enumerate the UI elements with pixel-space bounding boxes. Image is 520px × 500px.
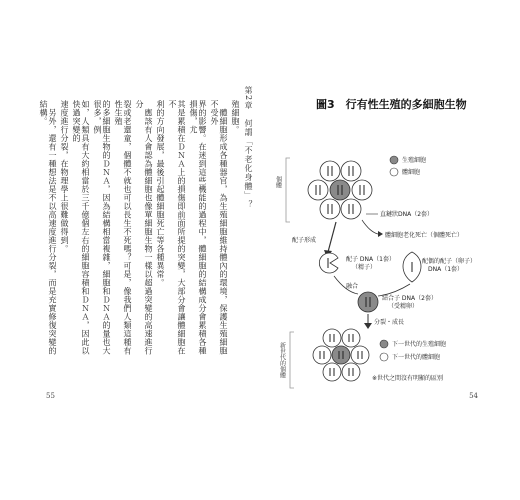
soma-cell xyxy=(323,363,341,381)
legend-next-soma-label: 下一世代的體細胞 xyxy=(392,354,441,361)
text-column: 體細胞形成各種器官，為生殖細胞維持體內的環境，保護生殖細胞不受外 xyxy=(210,100,228,355)
soma-cell xyxy=(323,329,341,347)
text-column: 其是累積在ＤＮＡ上的損傷即前面所提的突變，大部分會讓體細胞在不 xyxy=(168,100,186,355)
zygote-label-line2: （受精卵） xyxy=(388,303,419,310)
zygote-label-line1: 結合子 DNA（2套） xyxy=(382,295,437,302)
soma-cell xyxy=(313,346,331,364)
germ-cell xyxy=(330,180,350,200)
next-gen-cell-cluster xyxy=(313,329,369,381)
page-number-left: 55 xyxy=(46,392,55,400)
arrow-head xyxy=(364,323,372,329)
soma-cell xyxy=(320,161,340,181)
left-page xyxy=(36,80,263,410)
text-column: 利的方向發展，最後引起體細胞死亡等各種異常。 xyxy=(156,100,165,287)
text-column: 裂或老還童，個體不就也可以長生不死嗎？可是，像我們人類這種有性生殖 xyxy=(114,100,132,355)
soma-cell xyxy=(351,346,369,364)
text-column: 界的影響。在迷到這些機能的過程中，體細胞的結構成分會累積各種損傷，尤 xyxy=(189,100,207,355)
soma-death-label: 體細胞老化死亡（個體死亡） xyxy=(385,232,464,239)
soma-cell xyxy=(352,180,372,200)
legend-germ-label: 生殖細胞 xyxy=(402,157,427,164)
fertilization-label: 融合 xyxy=(346,283,359,290)
text-column: 速度進行分裂，在物理學上很難做得到。 xyxy=(60,100,69,253)
gamete-formation-arrow xyxy=(328,222,336,252)
figure-diagram xyxy=(262,80,488,410)
body-text xyxy=(39,100,240,362)
individual-label: 個體 xyxy=(274,176,282,188)
text-column: 另外，還有一種想法是不以高速度進行分裂，而是充實修復突變的結構。 xyxy=(39,100,57,355)
text-column: 殖細胞。 xyxy=(231,100,240,134)
legend-soma-label: 體細胞 xyxy=(402,169,421,176)
egg-label-line1: 配偶的配子（卵子） xyxy=(422,258,477,265)
soma-cell xyxy=(342,363,360,381)
sperm-gamete xyxy=(319,253,338,273)
soma-cell xyxy=(342,329,360,347)
parent-cell-cluster xyxy=(308,161,372,219)
legend-soma-swatch xyxy=(390,168,398,176)
gamete-formation-label: 配子形成 xyxy=(292,237,317,244)
individual-bracket xyxy=(286,158,290,222)
text-column: 應該有人會認為體細胞也像單細胞生物一樣以超過突變的高速進行分 xyxy=(135,100,153,355)
soma-cell xyxy=(308,180,328,200)
soma-cell xyxy=(320,199,340,219)
division-label: 分裂・成長 xyxy=(374,319,405,326)
diploid-dna-label: 直鏈狀DNA（2套） xyxy=(380,211,434,218)
text-column: 如，人類具有大約相當於三千億個左右的細胞容積和ＤＮＡ，因此以快過突變的 xyxy=(72,100,90,355)
chapter-header: 第2章 何謂「不老化身體」？ xyxy=(244,86,253,210)
next-generation-bracket xyxy=(290,332,294,388)
sperm-label-line2: （精子） xyxy=(352,264,377,271)
soma-cell xyxy=(341,161,361,181)
egg-label-line2: DNA（1套） xyxy=(428,266,464,273)
sperm-label-line1: 配子 DNA（1套） xyxy=(346,256,395,263)
legend-next-soma-swatch xyxy=(380,353,388,361)
zygote xyxy=(358,292,378,312)
soma-death-arrow xyxy=(362,220,378,234)
arrow-head xyxy=(378,231,383,237)
legend-next-germ-swatch xyxy=(380,340,388,348)
germ-cell xyxy=(332,346,350,364)
next-generation-label: 新世代的個體 xyxy=(278,342,286,378)
legend-germ-swatch xyxy=(390,156,398,164)
soma-cell xyxy=(341,199,361,219)
legend-next-germ-label: 下一世代的生殖細胞 xyxy=(392,341,447,348)
right-page xyxy=(262,80,488,410)
figure-title: 圖3 行有性生殖的多細胞生物 xyxy=(316,98,467,111)
book-spread xyxy=(36,80,488,410)
page-number-right: 54 xyxy=(469,392,478,400)
text-column: 的多細胞生物的ＤＮＡ，因為結構相當複雜，細胞和ＤＮＡ的量也大很多，例 xyxy=(93,100,111,355)
figure-note: ※世代之間沒有明顯的區別 xyxy=(372,375,444,382)
